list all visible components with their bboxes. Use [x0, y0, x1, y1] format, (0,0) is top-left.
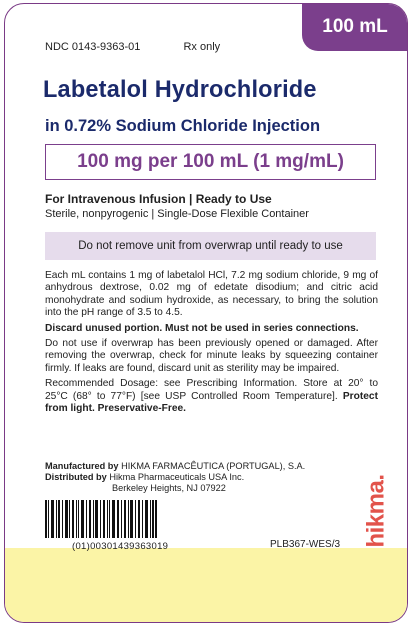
body-text — [45, 270, 378, 418]
composition-text: Each mL contains 1 mg of labetalol HCl, 7.2 mg sodium chloride, 9 mg of anhydrous dextrose, 0.02 mg of edetate disodium; and citric acid monohydrate and sodium hydroxide, as necessary, to bring the solution into the pH range of 3.5 to 4.5. — [45, 270, 378, 319]
product-label — [4, 3, 408, 623]
ndc-row — [45, 41, 220, 53]
barcode — [45, 500, 157, 538]
overwrap-check-text: Do not use if overwrap has been previously opened or damaged. After removing the overwrap, check for minute leaks by squeezing container firmly. If leaks are found, discard unit as sterility may be impaired. — [45, 338, 378, 374]
distributor-city: Berkeley Heights, NJ 07922 — [112, 483, 226, 494]
discard-text: Discard unused portion. Must not be used in series connections. — [45, 322, 359, 334]
manufactured-by-label: Manufactured by — [45, 461, 119, 471]
rx-only: Rx only — [183, 41, 221, 53]
manufacturer-block — [45, 461, 305, 495]
plb-code: PLB367-WES/3 — [270, 539, 341, 550]
sterile-text: Sterile, nonpyrogenic | Single-Dose Flexible Container — [45, 208, 309, 220]
manufacturer-name: HIKMA FARMACÊUTICA (PORTUGAL), S.A. — [121, 461, 306, 471]
protect-text: Protect from light. Preservative-Free. — [45, 390, 378, 415]
distributed-by-label: Distributed by — [45, 472, 107, 483]
upc-code: (01)00301439363019 — [72, 541, 169, 552]
drug-name: Labetalol Hydrochloride — [43, 76, 317, 103]
volume-tab: 100 mL — [302, 3, 408, 51]
hikma-logo-text: hikma. — [363, 474, 390, 548]
strength-box: 100 mg per 100 mL (1 mg/mL) — [45, 144, 376, 180]
storage-text: Recommended Dosage: see Prescribing Information. Store at 20° to 25°C (68° to 77°F) [see USP Controlled Room Temperature]. — [45, 378, 378, 402]
hikma-logo — [362, 466, 392, 556]
route-text: For Intravenous Infusion | Ready to Use — [45, 192, 272, 206]
diluent: in 0.72% Sodium Chloride Injection — [45, 117, 321, 135]
overwrap-warning: Do not remove unit from overwrap until ready to use — [45, 232, 376, 260]
ndc-number: NDC 0143-9363-01 — [45, 41, 141, 53]
distributor-name: Hikma Pharmaceuticals USA Inc. — [109, 472, 245, 483]
yellow-band — [5, 548, 407, 622]
storage-paragraph — [45, 378, 378, 415]
